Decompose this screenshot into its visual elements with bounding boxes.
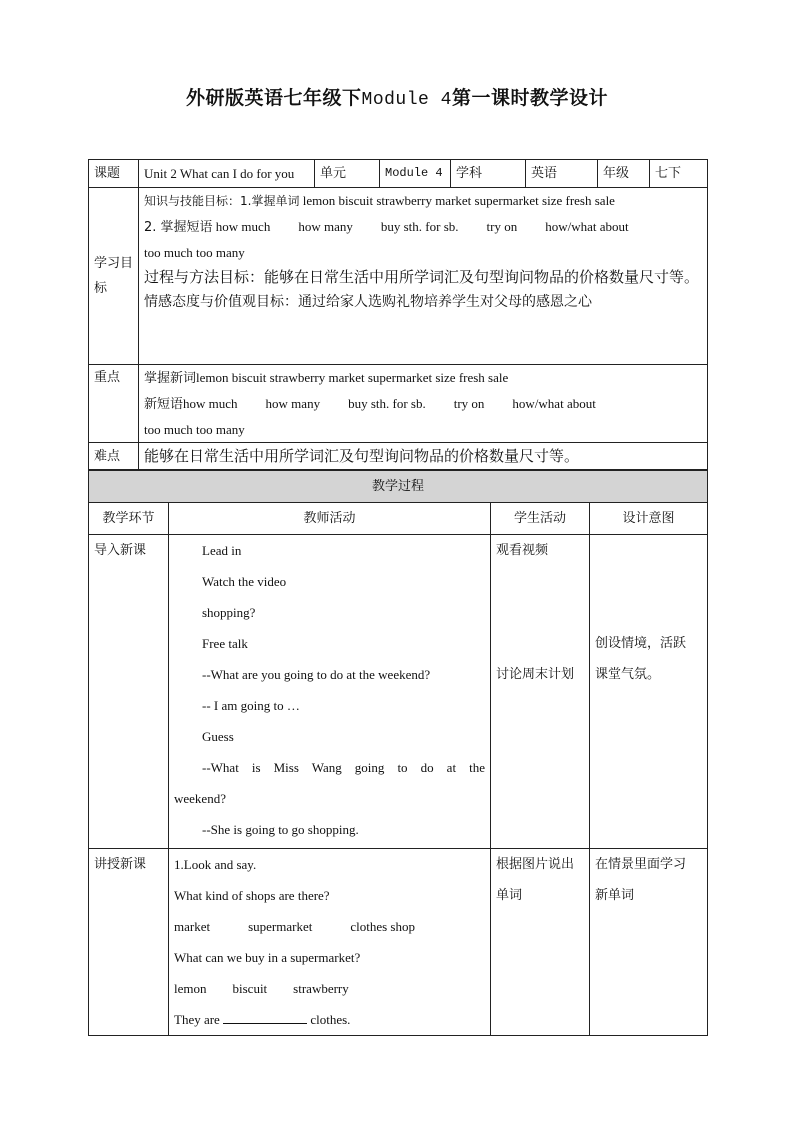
grade-value: 七下 xyxy=(650,160,708,188)
teaching-process-table xyxy=(88,470,708,1036)
difficulty-row xyxy=(89,443,708,470)
topic-label: 课题 xyxy=(89,160,139,188)
title-module: Module 4 xyxy=(361,90,452,110)
objectives-content xyxy=(139,188,708,365)
shop-words: market supermarket clothes shop xyxy=(174,919,415,934)
difficulty-label: 难点 xyxy=(89,443,139,470)
key-points-label: 重点 xyxy=(89,365,139,443)
student-activity-intro: 观看视频 讨论周末计划 xyxy=(491,535,590,849)
design-intent-new: 在情景里面学习 新单词 xyxy=(590,849,708,1036)
stage-row-new xyxy=(89,849,708,1036)
subject-value: 英语 xyxy=(526,160,598,188)
objectives-row xyxy=(89,188,708,365)
subject-label: 学科 xyxy=(451,160,526,188)
key-phrases-cont: too much too many xyxy=(144,422,245,437)
col-student: 学生活动 xyxy=(491,503,590,535)
col-teacher: 教师活动 xyxy=(169,503,491,535)
page-title xyxy=(0,83,794,110)
key-points-content xyxy=(139,365,708,443)
course-info-table xyxy=(88,159,708,470)
answer-blank xyxy=(223,1009,307,1024)
col-intent: 设计意图 xyxy=(590,503,708,535)
design-intent-intro: 创设情境，活跃 课堂气氛。 xyxy=(590,535,708,849)
unit-label: 单元 xyxy=(315,160,380,188)
process-header-row xyxy=(89,471,708,503)
key-points-row xyxy=(89,365,708,443)
col-stage: 教学环节 xyxy=(89,503,169,535)
knowledge-objective: 知识与技能目标：1.掌握单词 lemon biscuit strawberry market supermarket size fresh sale xyxy=(144,193,615,208)
phrase-objective: 2. 掌握短语 how much how many buy sth. for sb. try on how/what about xyxy=(144,219,629,235)
header-row xyxy=(89,160,708,188)
title-suffix: 第一课时教学设计 xyxy=(451,87,608,109)
topic-value: Unit 2 What can I do for you xyxy=(139,160,315,188)
teacher-activity-intro: Lead in Watch the video shopping? Free talk --What are you going to do at the weekend? -- I am going to … Guess --What is Miss Wang going to do at the weekend? --She is going to go shopping. xyxy=(169,535,491,849)
emotion-objective: 情感态度与价值观目标：通过给家人选购礼物培养学生对父母的感恩之心 xyxy=(144,294,592,310)
grade-label: 年级 xyxy=(598,160,650,188)
key-words: 掌握新词lemon biscuit strawberry market supermarket size fresh sale xyxy=(144,370,509,386)
stage-name-intro: 导入新课 xyxy=(89,535,169,849)
process-objective: 过程与方法目标：能够在日常生活中用所学词汇及句型询问物品的价格数量尺寸等。 xyxy=(144,268,700,286)
student-activity-new: 根据图片说出 单词 xyxy=(491,849,590,1036)
process-header: 教学过程 xyxy=(89,471,708,503)
fill-blank-sentence: They are clothes. xyxy=(174,1004,485,1035)
teacher-activity-new: 1.Look and say. What kind of shops are there? market supermarket clothes shop What can we buy in a supermarket? lemon biscuit strawberry They are clothes. xyxy=(169,849,491,1036)
food-words: lemon biscuit strawberry xyxy=(174,981,349,996)
objectives-label: 学习目标 xyxy=(89,188,139,365)
difficulty-text: 能够在日常生活中用所学词汇及句型询问物品的价格数量尺寸等。 xyxy=(139,443,708,470)
key-phrases: 新短语how much how many buy sth. for sb. try on how/what about xyxy=(144,396,596,412)
title-prefix: 外研版英语七年级下 xyxy=(186,87,362,109)
stage-name-new: 讲授新课 xyxy=(89,849,169,1036)
unit-value: Module 4 xyxy=(380,160,451,188)
column-header-row xyxy=(89,503,708,535)
stage-row-intro xyxy=(89,535,708,849)
phrase-objective-cont: too much too many xyxy=(144,245,245,260)
